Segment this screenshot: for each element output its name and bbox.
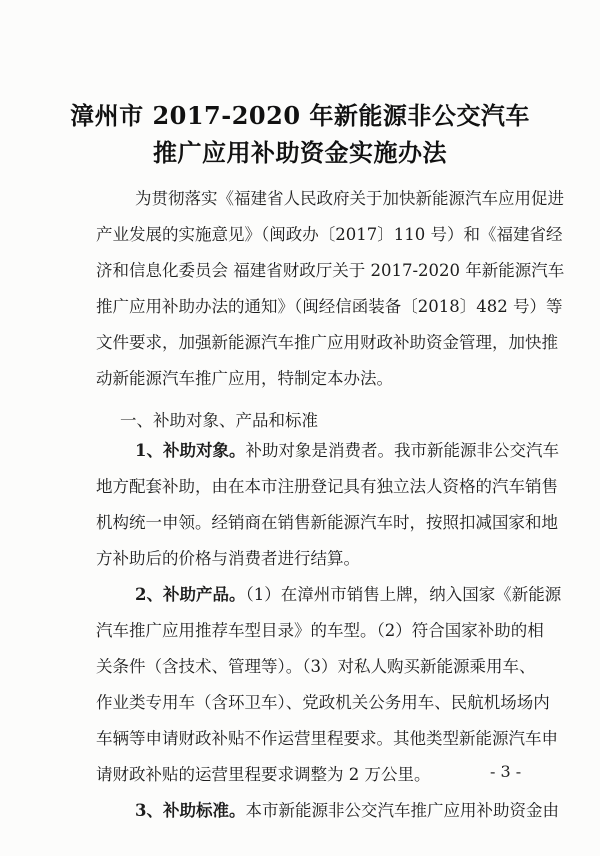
intro-line: 动新能源汽车推广应用，特制定本办法。 xyxy=(96,369,393,388)
item2-line: 关条件（含技术、管理等）。（3）对私人购买新能源乘用车、 xyxy=(96,657,536,676)
intro-line: 济和信息化委员会 福建省财政厅关于 2017-2020 年新能源汽车 xyxy=(96,261,565,280)
item1-line: 方补助后的价格与消费者进行结算。 xyxy=(96,549,360,568)
document-title-line2: 推广应用补助资金实施办法 xyxy=(153,138,447,167)
intro-line: 文件要求，加强新能源汽车推广应用财政补助资金管理，加快推 xyxy=(96,333,558,352)
item2-first-line xyxy=(135,585,562,604)
item2-line: 请财政补贴的运营里程要求调整为 2 万公里。 xyxy=(96,765,431,784)
item2-label: 2、补助产品。 xyxy=(135,585,246,604)
page-number: - 3 - xyxy=(490,762,522,781)
intro-line: 产业发展的实施意见》（闽政办〔2017〕110 号）和《福建省经 xyxy=(96,225,563,244)
item1-text: 补助对象是消费者。我市新能源非公交汽车 xyxy=(245,441,559,460)
item1-first-line xyxy=(135,441,559,460)
item1-label: 1、补助对象。 xyxy=(135,441,246,460)
item2-line: 车辆等申请财政补贴不作运营里程要求。其他类型新能源汽车申 xyxy=(96,729,558,748)
section-heading: 一、补助对象、产品和标准 xyxy=(120,411,318,430)
intro-line: 为贯彻落实《福建省人民政府关于加快新能源汽车应用促进 xyxy=(135,189,564,208)
item2-line: 作业类专用车（含环卫车）、党政机关公务用车、民航机场场内 xyxy=(96,693,550,712)
item2-text: （1）在漳州市销售上牌，纳入国家《新能源 xyxy=(245,585,562,604)
intro-line: 推广应用补助办法的通知》（闽经信函装备〔2018〕482 号）等 xyxy=(96,297,563,316)
item3-first-line xyxy=(135,801,559,820)
item1-line: 地方配套补助，由在本市注册登记具有独立法人资格的汽车销售 xyxy=(96,477,558,496)
item3-label: 3、补助标准。 xyxy=(135,801,246,820)
item2-line: 汽车推广应用推荐车型目录》的车型。（2）符合国家补助的相 xyxy=(96,621,544,640)
item3-text: 本市新能源非公交汽车推广应用补助资金由 xyxy=(245,801,559,820)
document-title-line1: 漳州市 2017-2020 年新能源非公交汽车 xyxy=(70,101,530,130)
item1-line: 机构统一申领。经销商在销售新能源汽车时，按照扣减国家和地 xyxy=(96,513,558,532)
